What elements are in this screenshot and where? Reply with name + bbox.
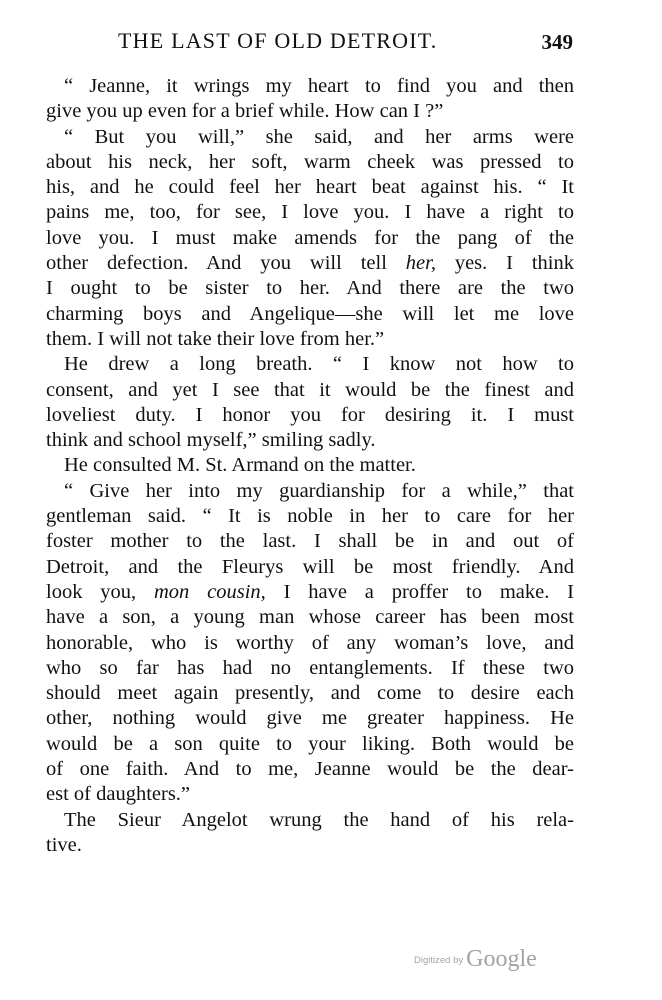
text-line: other defection. And you will tell her, yes. I think — [46, 252, 574, 275]
emphasized-word: mon cousin, — [153, 580, 266, 603]
text-line: loveliest duty. I honor you for desiring it. I must — [46, 403, 574, 426]
text-line: “ Give her into my guardianship for a while,” that — [64, 479, 574, 502]
text-line: love you. I must make amends for the pang of the — [46, 226, 574, 249]
text-line: think and school myself,” smiling sadly. — [46, 429, 376, 452]
google-logo: Google — [466, 946, 537, 972]
text-line: pains me, too, for see, I love you. I have a right to — [46, 201, 574, 224]
text-line: He consulted M. St. Armand on the matter. — [64, 454, 416, 477]
text-line: about his neck, her soft, warm cheek was pressed to — [46, 150, 574, 173]
page-number: 349 — [541, 30, 573, 54]
text-line: look you, mon cousin, I have a proffer to make. I — [46, 580, 575, 603]
text-line: tive. — [46, 833, 82, 856]
emphasized-word: her, — [405, 252, 436, 275]
text-line: “ But you will,” she said, and her arms were — [64, 125, 574, 148]
text-line: Detroit, and the Fleurys will be most friendly. And — [46, 555, 574, 578]
text-line: consent, and yet I see that it would be the finest and — [46, 378, 574, 401]
text-line: should meet again presently, and come to desire each — [46, 682, 574, 705]
text-line: would be a son quite to your liking. Both would be — [46, 732, 574, 755]
text-line: est of daughters.” — [46, 783, 191, 806]
text-line: his, and he could feel her heart beat against his. “ It — [46, 176, 574, 199]
text-line: have a son, a young man whose career has been most — [46, 606, 574, 629]
running-title: THE LAST OF OLD DETROIT. — [118, 28, 438, 53]
text-line: who so far has had no entanglements. If these two — [46, 656, 574, 679]
text-line: The Sieur Angelot wrung the hand of his rela- — [64, 808, 574, 831]
text-line: charming boys and Angelique—she will let me love — [46, 302, 574, 325]
text-line: He drew a long breath. “ I know not how to — [64, 353, 574, 376]
digitization-watermark — [414, 946, 537, 973]
text-line: foster mother to the last. I shall be in and out of — [46, 530, 574, 553]
text-line: I ought to be sister to her. And there are the two — [46, 277, 574, 300]
text-line: give you up even for a brief while. How can I ?” — [46, 100, 444, 123]
text-line: gentleman said. “ It is noble in her to care for her — [46, 505, 574, 528]
body-text — [46, 74, 574, 858]
digitized-by-text: Digitized by — [414, 955, 464, 966]
text-line: of one faith. And to me, Jeanne would be the dear- — [46, 758, 574, 781]
text-line: “ Jeanne, it wrings my heart to find you and then — [64, 75, 574, 97]
text-line: them. I will not take their love from her.” — [46, 327, 385, 350]
text-line: other, nothing would give me greater happiness. He — [46, 707, 574, 730]
page-header — [118, 28, 573, 68]
text-line: honorable, who is worthy of any woman’s love, and — [46, 631, 574, 654]
